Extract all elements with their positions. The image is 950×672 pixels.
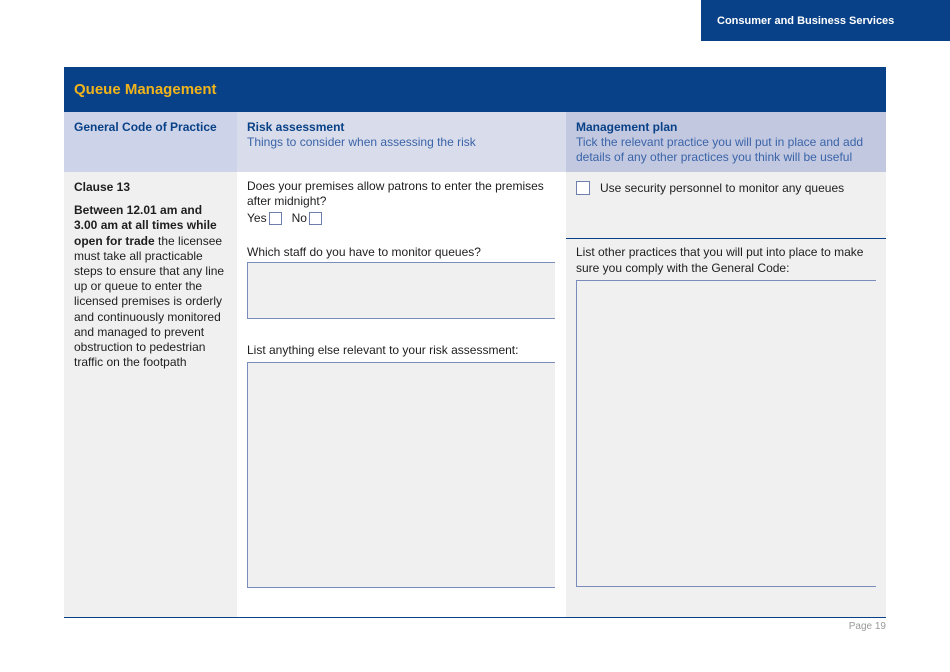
clause-text: [74, 203, 227, 370]
risk-column: [237, 172, 566, 617]
header-general-code-title: General Code of Practice: [74, 120, 217, 134]
security-option[interactable]: [576, 181, 844, 195]
clause-body: the licensee must take all practicable steps to ensure that any line up or queue to enter the licensed premises is orderly and continuously monitored and managed to prevent obstruction to pedestrian traffic on the footpath: [74, 233, 225, 370]
risk-other-label: List anything else relevant to your risk assessment:: [247, 343, 519, 357]
yes-label: Yes: [247, 211, 267, 225]
staff-question: Which staff do you have to monitor queues?: [247, 245, 481, 259]
other-practices-label: List other practices that you will put into place to make sure you comply with the General Code:: [576, 245, 864, 275]
brand-tab: Consumer and Business Services: [701, 0, 950, 41]
yes-checkbox[interactable]: [269, 212, 282, 225]
header-plan-subtitle: Tick the relevant practice you will put in place and add details of any other practices you think will be useful: [576, 135, 864, 164]
staff-input[interactable]: [247, 262, 555, 319]
no-label: No: [291, 211, 307, 225]
plan-divider: [566, 238, 886, 239]
midnight-question: Does your premises allow patrons to enter the premises after midnight?: [247, 179, 544, 208]
clause-bold-lead: Between 12.01 am and 3.00 am at all times while open for trade: [74, 203, 217, 248]
clause-number: Clause 13: [74, 180, 131, 194]
header-general-code: [64, 112, 237, 172]
plan-column: [566, 172, 886, 617]
other-practices-input[interactable]: [576, 280, 876, 587]
header-risk-title: Risk assessment: [247, 120, 345, 134]
security-option-label: Use security personnel to monitor any queues: [600, 181, 845, 195]
header-risk-subtitle: Things to consider when assessing the risk: [247, 135, 476, 149]
header-risk-assessment: [237, 112, 566, 172]
risk-other-input[interactable]: [247, 362, 555, 588]
clause-column: [64, 172, 237, 617]
section-title: Queue Management: [64, 67, 886, 112]
security-checkbox[interactable]: [576, 181, 590, 195]
page-number: Page 19: [848, 621, 886, 632]
no-checkbox[interactable]: [309, 212, 322, 225]
bottom-rule: [64, 617, 886, 618]
yes-no-options: [247, 211, 556, 226]
header-plan-title: Management plan: [576, 120, 678, 134]
header-management-plan: [566, 112, 886, 172]
